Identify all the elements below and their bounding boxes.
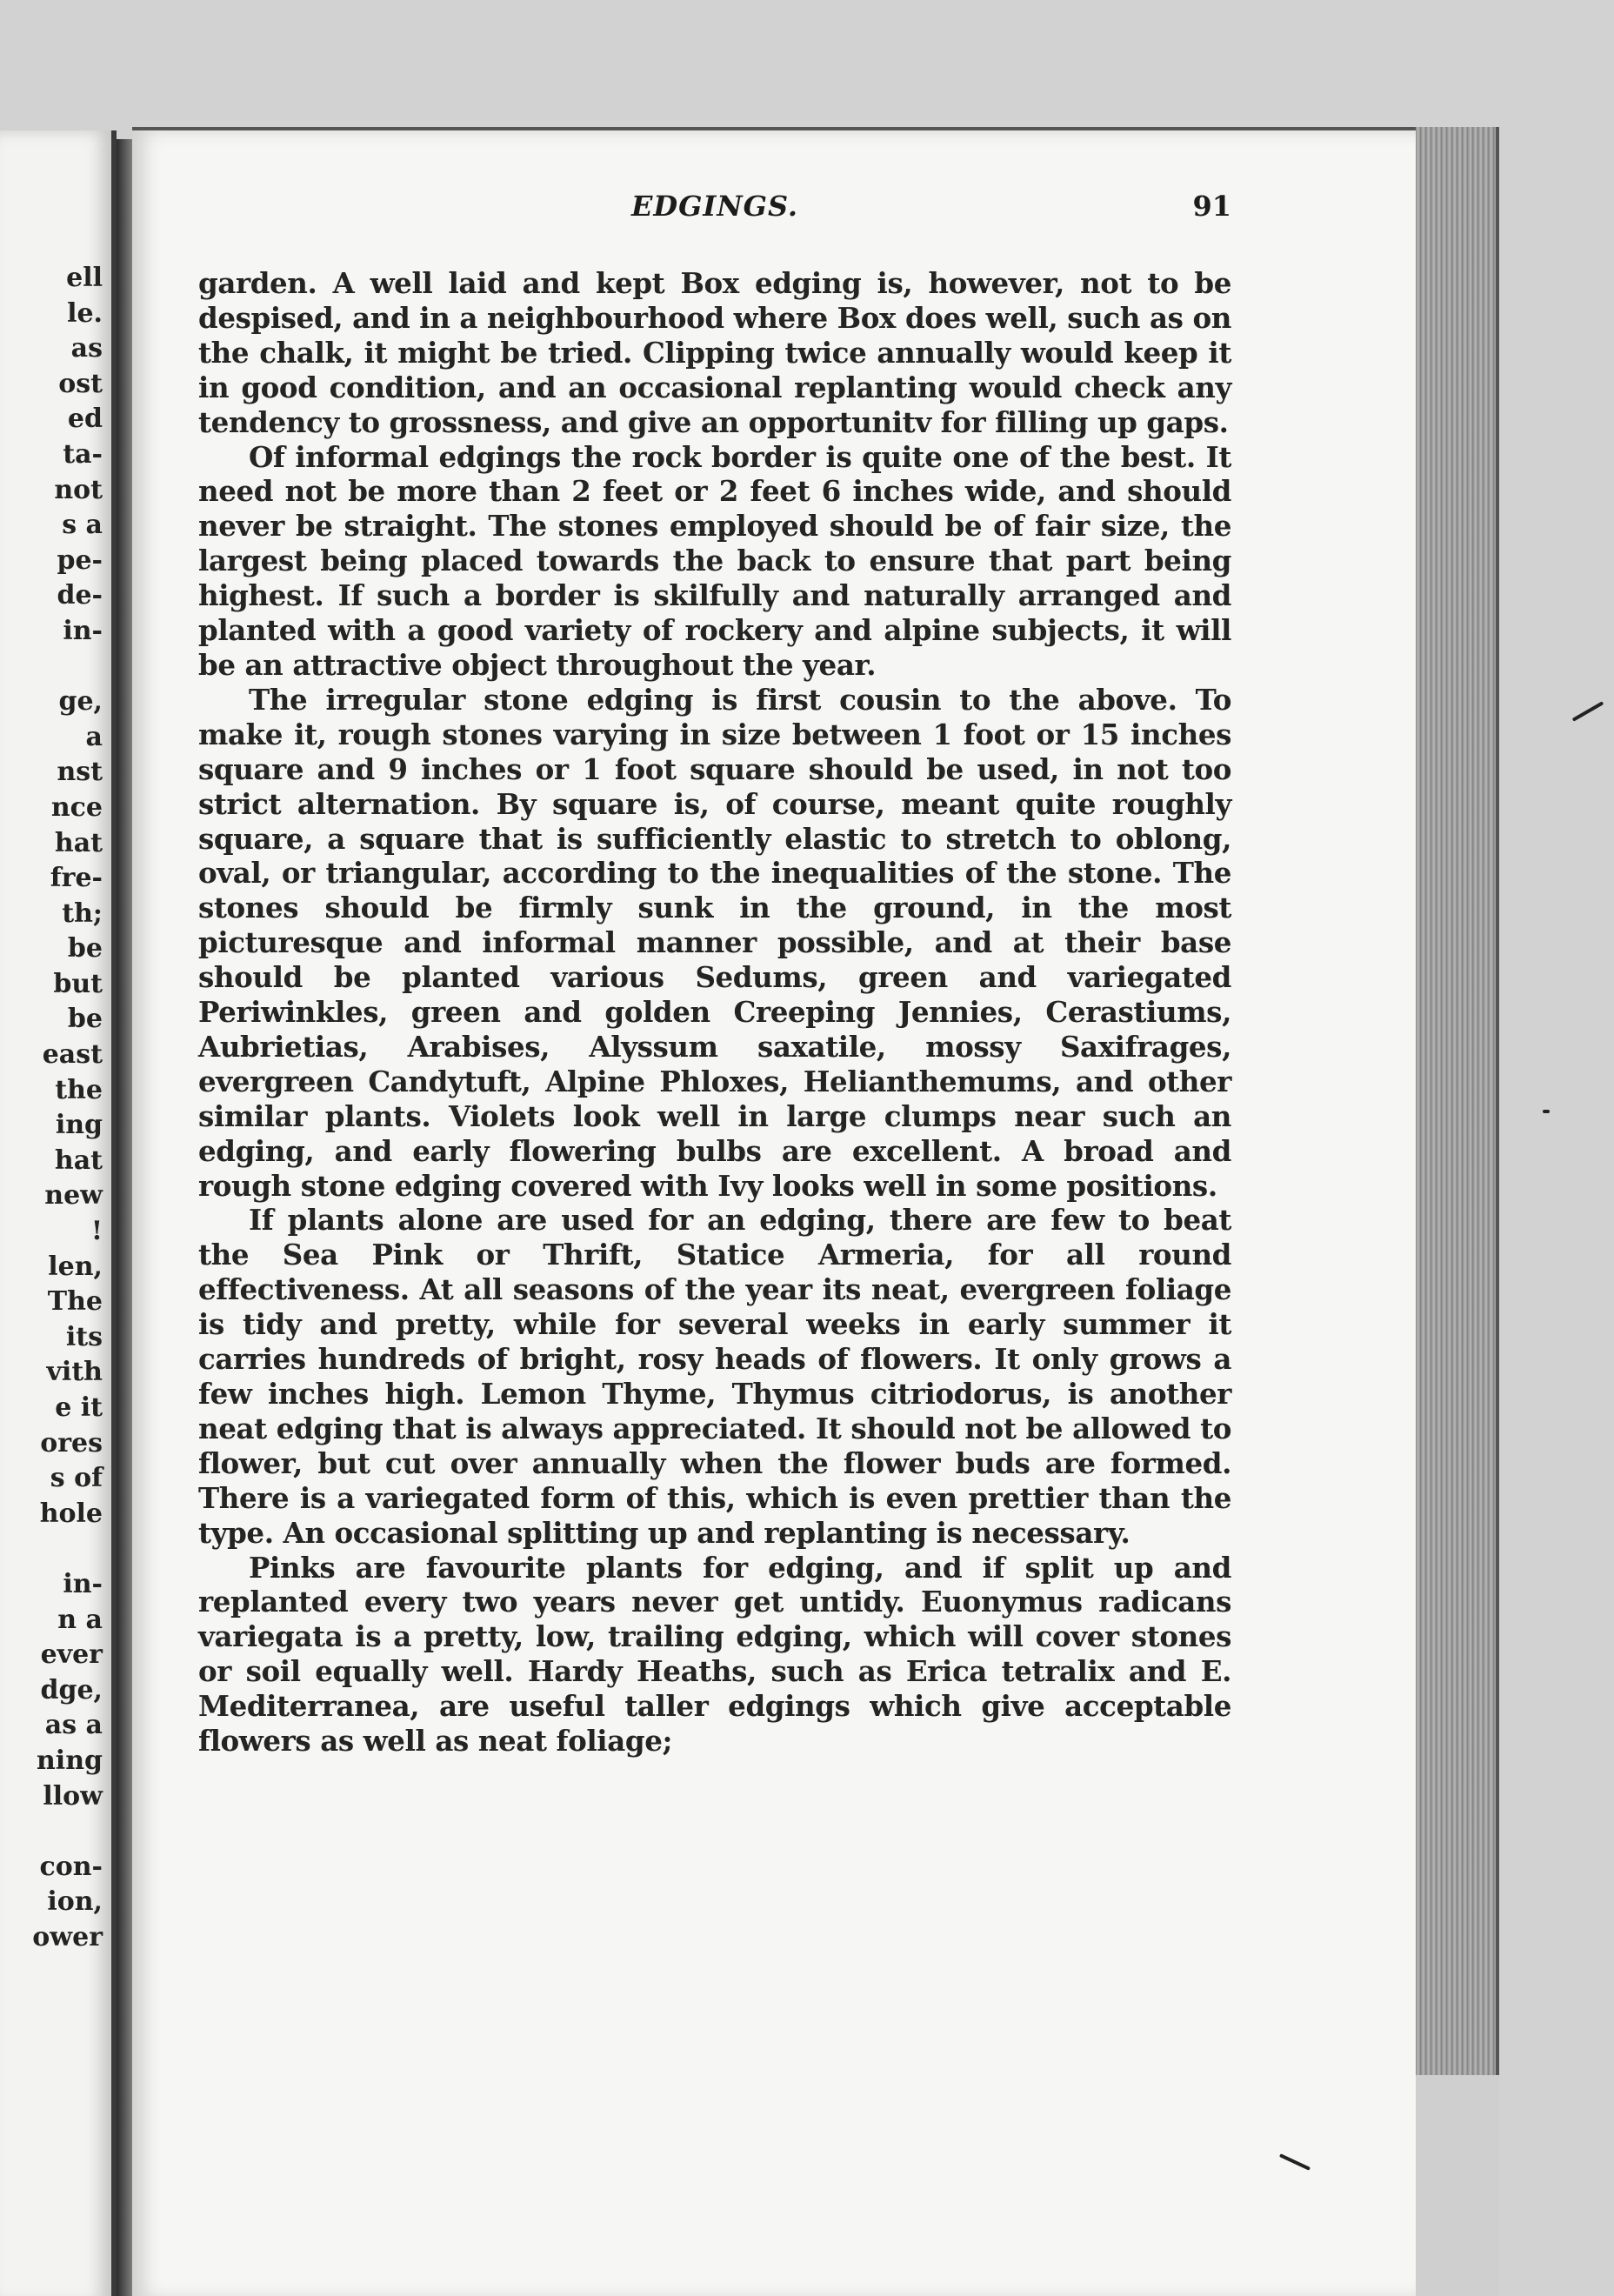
fragment-line: ores [40,1427,103,1458]
fragment-line: be [67,1004,103,1035]
fragment-line: pe- [57,544,103,576]
fragment-line: its [65,1321,103,1352]
fragment-line: hole [39,1498,103,1529]
fragment-line: dge, [40,1674,103,1705]
fragment-line: s a [62,510,103,541]
fragment-line: ! [90,1216,103,1247]
fragment-line: ion, [47,1886,103,1918]
fragment-line: ning [37,1745,103,1776]
fragment-line: hat [54,1145,103,1176]
scan-speck [1572,701,1604,721]
fragment-line: s of [50,1463,103,1494]
fragment-line: ost [58,368,103,399]
fragment-line: le. [67,297,103,329]
fragment-line: new [44,1180,103,1211]
fragment-line: ta- [63,438,103,470]
fragment-line: ell [66,263,103,293]
fragment-line: not [54,474,103,505]
fragment-line: in- [63,615,103,646]
fragment-line: e it [55,1392,103,1423]
fragment-line: con- [39,1851,103,1882]
fragment-line: ge, [58,686,103,718]
fragment-line: nst [57,757,103,788]
fragment-line: as [70,333,103,364]
paragraph: Of informal edgings the rock border is quite one of the best. It need not be more than 2 feet or 2 feet 6 inches wide, and should never be straight. The stones employed should be of fair size, the largest being placed towards the back to ensure that part being highest. If such a border is skilfully and naturally arranged and planted with a good variety of rockery and alpine subjects, it will be an attractive object throughout the year. [198,439,1231,682]
fragment-line: hat [54,827,103,858]
fragment-line: The [47,1286,103,1318]
background-corner [1416,2075,1499,2296]
paragraph: If plants alone are used for an edging, there are few to beat the Sea Pink or Thrift, Statice Armeria, for all round effectiveness. At all seasons of the year its neat, evergreen foliage is tidy and pretty, while for several weeks in early summer it carries hundreds of bright, rosy heads of flowers. It only grows a few inches high. Lemon Thyme, Thymus citriodorus, is another neat edging that is always appreciated. It should not be allowed to flower, but cut over annually when the flower buds are formed. There is a variegated form of this, which is even prettier than the type. An occasional splitting up and replanting is necessary. [198,1203,1231,1550]
running-title: EDGINGS. [630,190,799,223]
fragment-line: vith [46,1357,103,1388]
page-body [198,266,1231,1759]
fragment-line: len, [48,1251,103,1282]
fragment-line: be [67,933,103,964]
fragment-line: ever [40,1639,103,1671]
page-header [198,190,1231,228]
page-number: 91 [1192,190,1231,223]
fragment-line: n a [57,1604,103,1635]
fragment-line: ower [32,1921,103,1952]
paragraph: garden. A well laid and kept Box edging is, however, not to be despised, and in a neighbourhood where Box does well, such as on the chalk, it might be tried. Clipping twice annually would keep it in good condition, and an occasional replanting would check any tendency to grossness, and give an opportunitv for filling up gaps. [198,266,1231,439]
fragment-line: th; [62,898,103,929]
scan-speck [1543,1110,1550,1113]
fragment-line: in- [63,1568,103,1599]
paragraph: Pinks are favourite plants for edging, and if split up and replanted every two years never get untidy. Euonymus radicans variegata is a pretty, low, trailing edging, which will cover stones or soil equally well. Hardy Heaths, such as Erica tetralix and E. Mediterranea, are useful taller edgings which give acceptable flowers as well as neat foliage; [198,1550,1231,1759]
fragment-line: fre- [50,863,103,894]
fragment-line: nce [50,791,103,823]
fragment-line: ing [55,1110,103,1141]
fragment-line [32,1814,103,1850]
fragment-line: but [53,968,103,999]
fragment-line: de- [57,580,103,611]
facing-page-left [0,130,117,2296]
fragment-line: as a [44,1710,103,1741]
fragment-line [32,650,103,685]
fragment-line: a [85,721,103,752]
fragment-line [32,1532,103,1567]
fragment-line: the [55,1074,103,1105]
page-stack-edge [1416,127,1499,2075]
fragment-line: ed [67,404,103,435]
fragment-line: llow [43,1780,103,1812]
paragraph: The irregular stone edging is first cousin to the above. To make it, rough stones varying in size between 1 foot or 15 inches square and 9 inches or 1 foot square should be used, in not too strict alternation. By square is, of course, meant quite roughly square, a square that is sufficiently elastic to stretch to oblong, oval, or triangular, according to the inequalities of the stone. The stones should be firmly sunk in the ground, in the most picturesque and informal manner possible, and at their base should be planted various Sedums, green and variegated Periwinkles, green and golden Creeping Jennies, Cerastiums, Aubrietias, Arabises, Alyssum saxatile, mossy Saxifrages, evergreen Candytuft, Alpine Phloxes, Helianthemums, and other similar plants. Violets look well in large clumps near such an edging, and early flowering bulbs are excellent. A broad and rough stone edging covered with Ivy looks well in some positions. [198,682,1231,1203]
facing-page-text-fragments [32,261,103,1956]
fragment-line: east [42,1039,103,1071]
